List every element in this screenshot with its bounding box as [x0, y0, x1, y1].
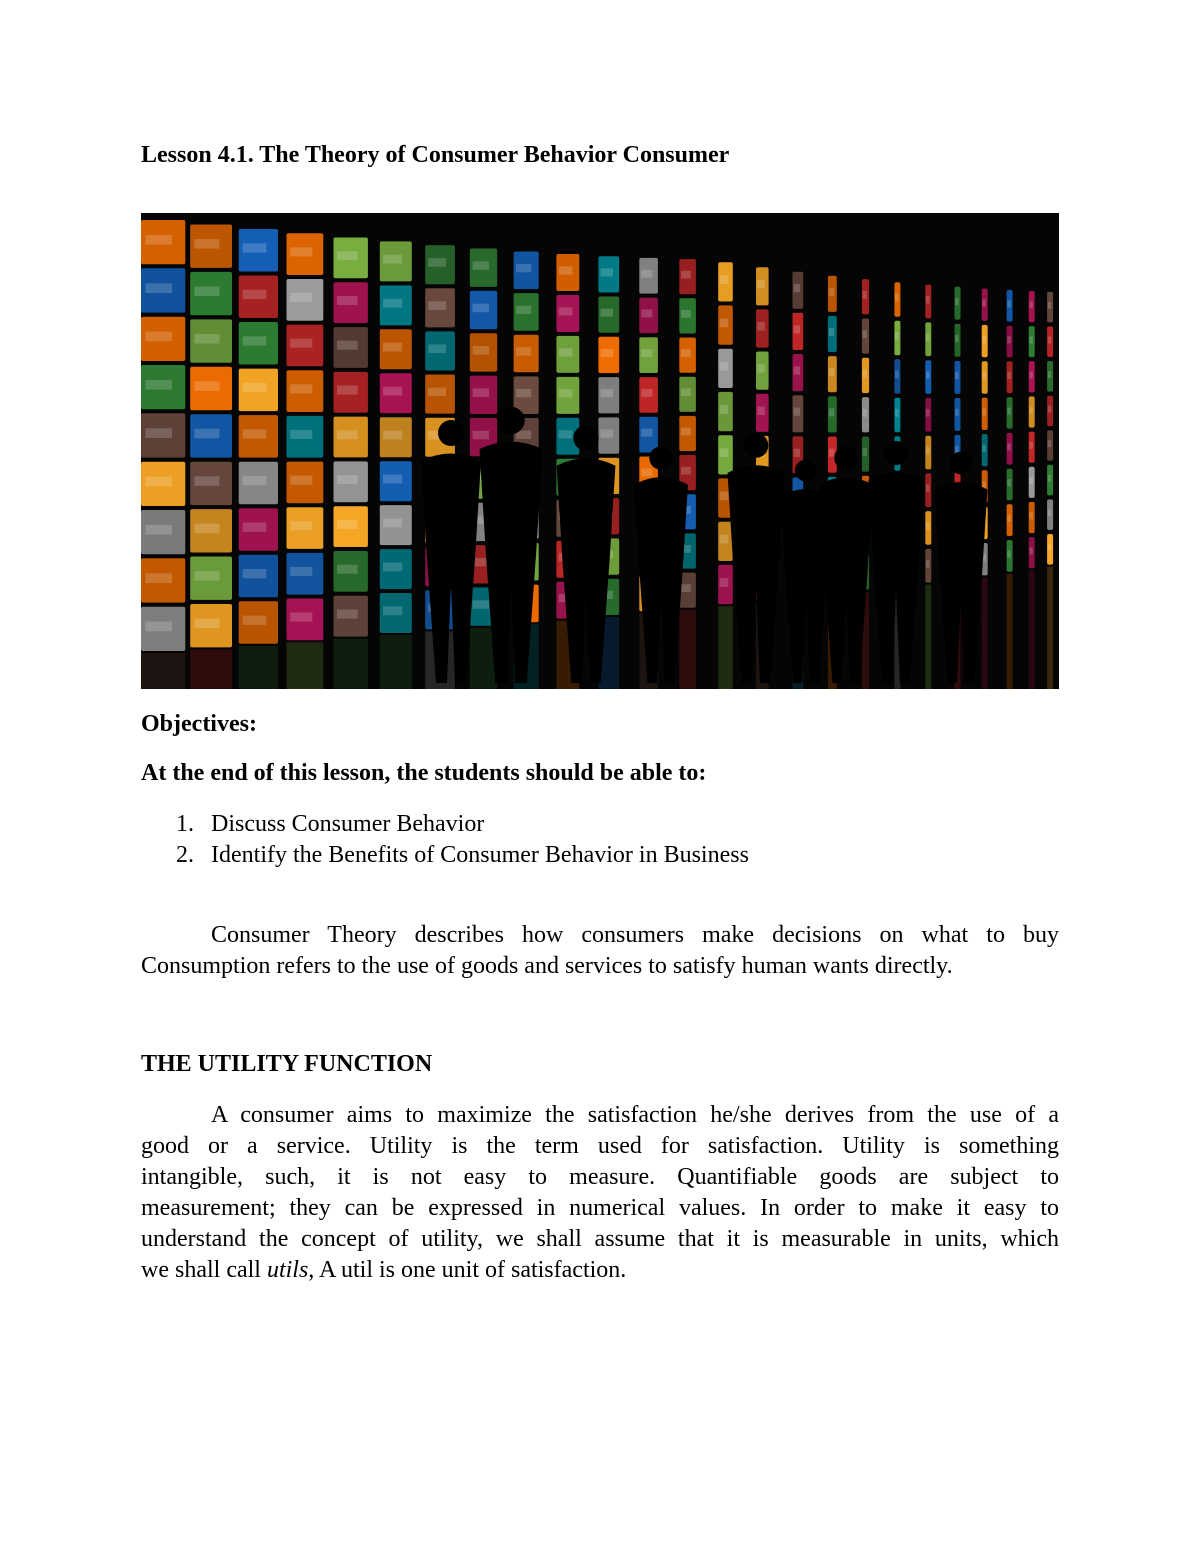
screen-highlight [926, 371, 930, 379]
screen-highlight [1048, 544, 1052, 551]
screen-highlight [1007, 479, 1011, 486]
screen-highlight [383, 387, 402, 396]
objectives-list [141, 809, 1059, 871]
screen-highlight [243, 336, 267, 345]
screen-highlight [1029, 512, 1033, 519]
screen-highlight [1007, 551, 1011, 558]
screen-highlight [757, 280, 765, 288]
screen-highlight [243, 616, 267, 625]
screen-highlight [473, 600, 489, 609]
list-item [141, 840, 1059, 871]
screen-highlight [681, 467, 691, 475]
reflection-strip [982, 577, 988, 689]
screen-highlight [955, 335, 959, 342]
screen-highlight [926, 447, 930, 455]
paragraph-line-text-before: we shall call [141, 1257, 267, 1283]
reflection-strip [141, 653, 185, 689]
screen-highlight [955, 409, 959, 416]
screen-highlight [243, 429, 267, 438]
paragraph-line-text: good or a service. Utility is the term used for satisfaction. Utility is something [141, 1133, 1059, 1159]
list-item-number-wrap [141, 809, 211, 840]
lesson-title: Lesson 4.1. The Theory of Consumer Behavior Consumer [141, 142, 730, 168]
reflection-strip [1007, 574, 1013, 689]
screen-highlight [681, 388, 691, 396]
screen-highlight [926, 296, 930, 304]
screen-highlight [794, 325, 800, 333]
screen-highlight [601, 389, 614, 397]
screen-highlight [1029, 477, 1033, 484]
reflection-strip [287, 642, 324, 689]
screen-highlight [955, 372, 959, 379]
screen-highlight [243, 290, 267, 299]
video-wall-illustration [141, 213, 1059, 689]
screen-highlight [926, 522, 930, 530]
screen-highlight [290, 567, 312, 576]
paragraph-line-text: measurement; they can be expressed in numerical values. In order to make it easy to [141, 1195, 1059, 1221]
screen-highlight [383, 475, 402, 484]
screen-highlight [1048, 475, 1052, 482]
screen-highlight [559, 307, 573, 315]
screen-highlight [1029, 407, 1033, 414]
reflection-strip [239, 646, 278, 689]
reflection-strip [925, 585, 931, 689]
consumer-theory-paragraph [141, 920, 1059, 982]
screen-highlight [895, 409, 899, 417]
screen-highlight [243, 523, 267, 532]
screen-highlight [145, 283, 172, 293]
screen-highlight [601, 430, 614, 438]
screen-highlight [337, 610, 358, 619]
screen-highlight [641, 468, 652, 476]
screen-highlight [681, 349, 691, 357]
screen-highlight [926, 560, 930, 568]
screen-highlight [1048, 371, 1052, 378]
screen-highlight [982, 372, 986, 379]
silhouette-head [744, 433, 769, 458]
list-item-text: Discuss Consumer Behavior [211, 811, 485, 837]
reflection-strip [190, 649, 232, 689]
reflection-strip [334, 639, 368, 689]
screen-highlight [383, 431, 402, 440]
silhouette-head [573, 425, 598, 450]
screen-highlight [516, 389, 531, 397]
paragraph-line-text: A consumer aims to maximize the satisfaction he/she derives from the use of a [211, 1102, 1059, 1128]
screen-highlight [194, 571, 219, 581]
screen-highlight [1029, 547, 1033, 554]
screen-highlight [290, 339, 312, 348]
screen-highlight [145, 235, 172, 245]
screen-highlight [337, 430, 358, 439]
screen-highlight [601, 349, 614, 357]
list-item-number: 2. [176, 842, 194, 868]
reflection-strip [679, 610, 696, 689]
paragraph-line [141, 1100, 1059, 1131]
screen-highlight [194, 381, 219, 391]
screen-highlight [473, 304, 489, 313]
screen-highlight [473, 346, 489, 355]
screen-highlight [829, 449, 834, 457]
paragraph-line-text: intangible, such, it is not easy to measure. Quantifiable goods are subject to [141, 1164, 1059, 1190]
paragraph-line [141, 1131, 1059, 1162]
screen-highlight [895, 332, 899, 340]
screen-highlight [895, 371, 899, 379]
paragraph-line [141, 1224, 1059, 1255]
screen-highlight [194, 429, 219, 439]
list-item-text: Identify the Benefits of Consumer Behavior in Business [211, 842, 749, 868]
screen-highlight [1007, 443, 1011, 450]
screen-highlight [194, 619, 219, 629]
paragraph-line [141, 1255, 1059, 1286]
screen-highlight [641, 270, 652, 278]
paragraph-line-text: Consumer Theory describes how consumers make decisions on what to buy [211, 922, 1059, 948]
reflection-strip [718, 606, 733, 689]
screen-highlight [383, 563, 402, 572]
screen-highlight [863, 330, 867, 338]
reflection-strip [1047, 567, 1053, 689]
screen-highlight [337, 251, 358, 260]
screen-highlight [1007, 336, 1011, 343]
screen-highlight [926, 485, 930, 493]
screen-highlight [516, 306, 531, 314]
objectives-heading: Objectives: [141, 711, 257, 737]
screen-highlight [290, 476, 312, 485]
silhouette-head [950, 452, 973, 475]
screen-highlight [863, 291, 867, 299]
paragraph-line [141, 1162, 1059, 1193]
screen-highlight [290, 613, 312, 622]
screen-highlight [194, 476, 219, 486]
screen-highlight [681, 310, 691, 318]
video-wall-graphic [141, 213, 1059, 689]
screen-highlight [720, 578, 729, 587]
screen-highlight [383, 255, 402, 264]
screen-highlight [290, 430, 312, 439]
screen-highlight [1029, 442, 1033, 449]
screen-highlight [428, 258, 446, 267]
screen-highlight [290, 293, 312, 302]
screen-highlight [337, 296, 358, 305]
silhouette-head [649, 446, 672, 469]
screen-highlight [559, 266, 573, 274]
screen-highlight [194, 334, 219, 344]
silhouette-head [884, 441, 908, 465]
screen-highlight [926, 409, 930, 417]
screen-highlight [194, 287, 219, 297]
utility-function-heading: THE UTILITY FUNCTION [141, 1051, 433, 1077]
screen-highlight [895, 294, 899, 302]
screen-highlight [145, 525, 172, 535]
screen-highlight [290, 247, 312, 256]
list-item-number: 1. [176, 811, 194, 837]
screen-highlight [1029, 372, 1033, 379]
screen-highlight [829, 328, 834, 336]
paragraph-line-text: Consumption refers to the use of goods and services to satisfy human wants directly. [141, 953, 953, 979]
screen-highlight [1029, 301, 1033, 308]
screen-highlight [337, 475, 358, 484]
utility-paragraph [141, 1100, 1059, 1286]
screen-highlight [757, 407, 765, 415]
screen-highlight [428, 388, 446, 397]
screen-highlight [243, 569, 267, 578]
screen-highlight [982, 299, 986, 306]
screen-highlight [641, 349, 652, 357]
screen-highlight [383, 299, 402, 308]
screen-highlight [243, 383, 267, 392]
screen-highlight [601, 268, 614, 276]
reflection-strip [380, 635, 412, 689]
silhouette-head [795, 460, 817, 482]
objectives-lead: At the end of this lesson, the students should be able to: [141, 760, 707, 786]
screen-highlight [1048, 406, 1052, 413]
screen-highlight [428, 301, 446, 310]
list-item [141, 809, 1059, 840]
screen-highlight [720, 405, 729, 414]
screen-highlight [1048, 510, 1052, 517]
paragraph-line-italic: utils [266, 1257, 309, 1283]
screen-highlight [428, 345, 446, 354]
screen-highlight [290, 384, 312, 393]
screen-highlight [794, 366, 800, 374]
screen-highlight [1048, 440, 1052, 447]
screen-highlight [601, 309, 614, 317]
screen-highlight [720, 275, 729, 284]
screen-highlight [516, 347, 531, 355]
paragraph-line [141, 920, 1059, 951]
screen-highlight [794, 284, 800, 292]
paragraph-line-text: understand the concept of utility, we shall assume that it is measurable in units, which [141, 1226, 1059, 1252]
screen-highlight [863, 409, 867, 417]
screen-highlight [243, 243, 267, 252]
screen-highlight [145, 622, 172, 632]
screen-highlight [337, 520, 358, 529]
screen-highlight [337, 341, 358, 350]
screen-highlight [982, 445, 986, 452]
screen-highlight [641, 389, 652, 397]
screen-highlight [1007, 408, 1011, 415]
screen-highlight [243, 476, 267, 485]
screen-highlight [720, 535, 729, 544]
screen-highlight [383, 519, 402, 528]
screen-highlight [145, 428, 172, 438]
screen-highlight [757, 322, 765, 330]
paragraph-line-text-after: , A util is one unit of satisfaction. [308, 1257, 627, 1283]
screen-highlight [1007, 515, 1011, 522]
screen-highlight [720, 319, 729, 328]
screen-highlight [681, 271, 691, 279]
screen-highlight [829, 368, 834, 376]
reflection-strip [1029, 570, 1035, 689]
screen-highlight [863, 370, 867, 378]
screen-highlight [982, 336, 986, 343]
screen-highlight [641, 310, 652, 318]
screen-highlight [383, 343, 402, 352]
screen-highlight [641, 429, 652, 437]
screen-highlight [955, 298, 959, 305]
screen-highlight [829, 288, 834, 296]
silhouette-head [497, 407, 524, 434]
screen-highlight [194, 524, 219, 534]
screen-highlight [1007, 300, 1011, 307]
screen-highlight [473, 261, 489, 270]
screen-highlight [559, 389, 573, 397]
screen-highlight [1048, 337, 1052, 344]
screen-highlight [145, 477, 172, 487]
screen-highlight [794, 449, 800, 457]
paragraph-line [141, 1193, 1059, 1224]
screen-highlight [145, 332, 172, 342]
screen-highlight [473, 388, 489, 397]
screen-highlight [681, 584, 691, 592]
screen-highlight [337, 565, 358, 574]
screen-highlight [290, 521, 312, 530]
screen-highlight [383, 606, 402, 615]
screen-highlight [757, 364, 765, 372]
screen-highlight [194, 239, 219, 249]
screen-highlight [720, 362, 729, 371]
screen-highlight [337, 386, 358, 395]
paragraph-line [141, 951, 1059, 982]
screen-highlight [794, 408, 800, 416]
screen-highlight [720, 448, 729, 457]
screen-highlight [473, 431, 489, 440]
screen-highlight [681, 428, 691, 436]
screen-highlight [1007, 372, 1011, 379]
screen-highlight [863, 448, 867, 456]
screen-highlight [1029, 336, 1033, 343]
silhouette-head [438, 420, 464, 446]
screen-highlight [145, 573, 172, 583]
screen-highlight [1048, 302, 1052, 309]
screen-highlight [720, 492, 729, 501]
screen-highlight [559, 348, 573, 356]
silhouette-head [834, 446, 857, 469]
screen-highlight [829, 408, 834, 416]
list-item-number-wrap [141, 840, 211, 871]
screen-highlight [559, 430, 573, 438]
screen-highlight [982, 408, 986, 415]
screen-highlight [145, 380, 172, 390]
screen-highlight [926, 334, 930, 342]
screen-highlight [516, 264, 531, 272]
